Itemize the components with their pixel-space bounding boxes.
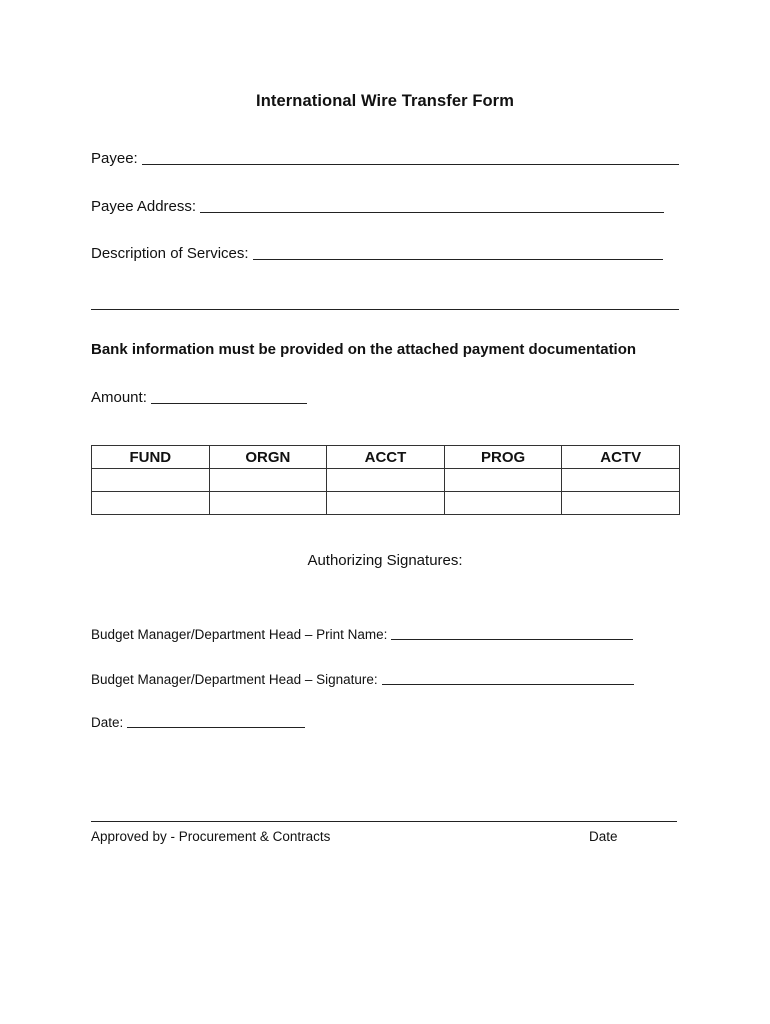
- header-fund: FUND: [92, 446, 210, 469]
- print-name-label: Budget Manager/Department Head – Print Name:: [91, 627, 388, 642]
- signature-input-line[interactable]: [382, 672, 634, 685]
- bank-info-note: Bank information must be provided on the attached payment documentation: [91, 341, 637, 358]
- table-cell-orgn[interactable]: [209, 469, 327, 492]
- approved-by-label: Approved by - Procurement & Contracts: [91, 829, 331, 844]
- form-title: International Wire Transfer Form: [256, 92, 514, 110]
- description-field: [91, 245, 663, 262]
- table-row: [92, 492, 680, 515]
- date-field: [91, 715, 305, 730]
- payee-label: Payee:: [91, 150, 138, 167]
- header-prog: PROG: [444, 446, 562, 469]
- table-cell-fund[interactable]: [92, 469, 210, 492]
- date-input-line[interactable]: [127, 715, 305, 728]
- header-actv: ACTV: [562, 446, 680, 469]
- account-code-table: [91, 445, 680, 515]
- table-header-row: [92, 446, 680, 469]
- approved-date-label: Date: [589, 829, 618, 844]
- payee-field: [91, 150, 679, 167]
- table-cell-acct[interactable]: [327, 492, 445, 515]
- signature-label: Budget Manager/Department Head – Signature:: [91, 672, 378, 687]
- table-cell-actv[interactable]: [562, 469, 680, 492]
- header-orgn: ORGN: [209, 446, 327, 469]
- amount-label: Amount:: [91, 389, 147, 406]
- payee-address-field: [91, 198, 664, 215]
- amount-field: [91, 389, 307, 406]
- description-label: Description of Services:: [91, 245, 249, 262]
- print-name-input-line[interactable]: [391, 627, 633, 640]
- payee-address-label: Payee Address:: [91, 198, 197, 215]
- amount-input-line[interactable]: [151, 389, 307, 404]
- header-acct: ACCT: [327, 446, 445, 469]
- table-cell-prog[interactable]: [444, 469, 562, 492]
- table-cell-fund[interactable]: [92, 492, 210, 515]
- description-input-line[interactable]: [253, 245, 663, 260]
- signature-field: [91, 672, 634, 687]
- table-cell-actv[interactable]: [562, 492, 680, 515]
- approval-signature-line[interactable]: [91, 821, 677, 822]
- payee-input-line[interactable]: [142, 150, 679, 165]
- payee-address-input-line[interactable]: [200, 198, 664, 213]
- description-continuation-line[interactable]: [91, 309, 679, 310]
- date-label: Date:: [91, 715, 124, 730]
- authorizing-signatures-heading: Authorizing Signatures:: [307, 552, 463, 569]
- table-cell-acct[interactable]: [327, 469, 445, 492]
- print-name-field: [91, 627, 633, 642]
- table-row: [92, 469, 680, 492]
- table-cell-orgn[interactable]: [209, 492, 327, 515]
- table-cell-prog[interactable]: [444, 492, 562, 515]
